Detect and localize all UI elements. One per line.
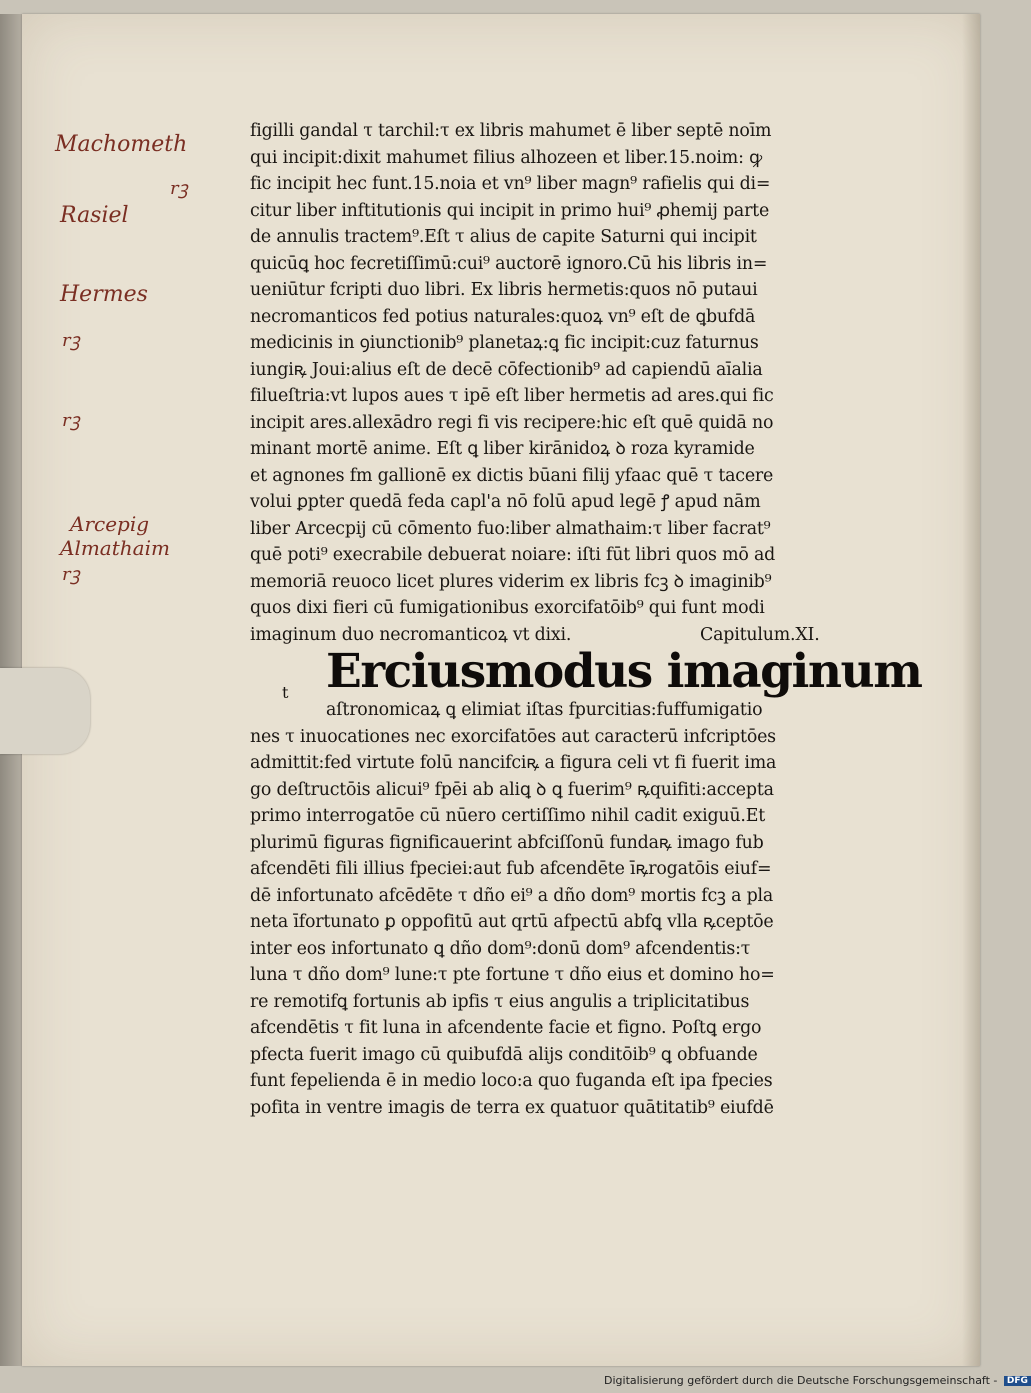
text-line: de annulis tractem⁹.Eſt τ alius de capite Saturni qui incipit xyxy=(250,227,757,247)
text-line: inter eos infortunato ꝗ dño dom⁹:donū dom⁹ afcendentis:τ xyxy=(250,938,751,959)
marginal-note-rasiel: Rasiel xyxy=(60,203,129,228)
text-line: necromanticos fed potius naturales:quoꝝ vn⁹ eſt de ꝗbufdā xyxy=(250,306,756,327)
chapter-heading: Capitulum.XI. xyxy=(700,624,820,645)
text-line: re remotifꝗ fortunis ab ipfis τ eius angulis a triplicitatibus xyxy=(250,991,750,1012)
digitization-footer xyxy=(604,1374,1031,1387)
text-line: figilli gandal τ tarchil:τ ex libris mahumet ē liber septē noīm xyxy=(250,121,772,141)
text-line: memoriā reuoco licet plures viderim ex libris fcꝫ ꝺ imaginib⁹ xyxy=(250,571,772,592)
text-line: volui ꝑpter quedā feda capl'a nō folū apud legē ꝭ apud nām xyxy=(250,492,761,512)
text-line: funt fepelienda ē in medio loco:a quo fuganda eſt ipa fpecies xyxy=(250,1071,773,1091)
footer-text: Digitalisierung gefördert durch die Deutsche Forschungsgemeinschaft - xyxy=(604,1374,998,1387)
text-line: pofita in ventre imagis de terra ex quatuor quātitatib⁹ eiufdē xyxy=(250,1097,774,1118)
text-line: iungiꝶ Joui:alius eſt de decē cōfectionib⁹ ad capiendū aīalia xyxy=(250,359,763,380)
text-line: afcendēti fili illius fpeciei:aut fub afcendēte īꝶrogatōis eiuf= xyxy=(250,859,772,879)
marginal-note-r2: rꝫ xyxy=(62,330,80,351)
text-line: quē poti⁹ execrabile debuerat noiare: iſti fūt libri quos mō ad xyxy=(250,545,776,565)
marginal-note-r3: rꝫ xyxy=(62,410,80,431)
body-text-block xyxy=(250,697,870,1121)
text-line: admittit:fed virtute folū nancifciꝶ a figura celi vt fi fuerit ima xyxy=(250,753,777,773)
text-line: plurimū figuras fignificauerint abfciſſonū fundaꝶ imago fub xyxy=(250,832,764,853)
marginal-note-arcepig: Arcepig xyxy=(70,512,150,536)
marginal-note-r1: rꝫ xyxy=(170,178,188,199)
text-line: minant mortē anime. Eſt ꝗ liber kirānidoꝝ ꝺ roza kyramide xyxy=(250,439,755,459)
text-line: neta īfortunato ꝑ oppofitū aut qrtū afpectū abfꝗ vlla ꝶceptōe xyxy=(250,912,774,932)
text-line: imaginum duo necromanticoꝝ vt dixi. xyxy=(250,624,572,645)
text-line: ueniūtur fcripti duo libri. Ex libris hermetis:quos nō putaui xyxy=(250,280,758,300)
marginal-note-almathaim: Almathaim xyxy=(60,536,170,560)
text-line: nes τ inuocationes nec exorcifatōes aut caracterū infcriptōes xyxy=(250,726,776,747)
text-line: quos dixi fieri cū fumigationibus exorcifatōib⁹ qui funt modi xyxy=(250,598,765,618)
dfg-logo: DFG xyxy=(1004,1376,1031,1386)
text-line: citur liber inftitutionis qui incipit in primo hui⁹ ꝓhemij parte xyxy=(250,200,770,221)
text-line: aſtronomicaꝝ ꝗ elimiat iſtas fpurcitias:fuffumigatio xyxy=(326,700,763,720)
section-heading: Erciusmodus imaginum xyxy=(326,644,922,699)
page-edge-shadow xyxy=(962,14,980,1366)
initial-guide-letter: t xyxy=(282,683,289,702)
text-line: dē infortunato afcēdēte τ dño ei⁹ a dño dom⁹ mortis fcꝫ a pla xyxy=(250,885,774,906)
text-line: qui incipit:dixit mahumet filius alhozeen et liber.15.noim: ꝙ xyxy=(250,147,762,168)
marginal-note-r4: rꝫ xyxy=(62,564,80,585)
text-line: quicūꝗ hoc fecretiſſimū:cui⁹ auctorē ignoro.Cū his libris in= xyxy=(250,253,768,274)
main-text-block xyxy=(250,118,870,648)
text-line: fic incipit hec funt.15.noia et vn⁹ liber magn⁹ rafielis qui di= xyxy=(250,174,771,194)
page-tab xyxy=(0,668,90,754)
text-line: luna τ dño dom⁹ lune:τ pte fortune τ dño eius et domino ho= xyxy=(250,965,775,985)
text-line: filueſtria:vt lupos aues τ ipē eſt liber hermetis ad ares.qui fic xyxy=(250,386,774,406)
text-line: primo interrogatōe cū nūero certiſſimo nihil cadit exiguū.Et xyxy=(250,806,766,826)
text-line: go deſtructōis alicui⁹ fpēi ab aliꝗ ꝺ ꝗ fuerim⁹ ꝶquifiti:accepta xyxy=(250,779,774,800)
text-line: et agnones fm gallionē ex dictis būani filij yfaac quē τ tacere xyxy=(250,465,774,486)
text-line: afcendētis τ fit luna in afcendente facie et figno. Poſtꝗ ergo xyxy=(250,1018,762,1038)
text-line: liber Arcecpij cū cōmento fuo:liber almathaim:τ liber facrat⁹ xyxy=(250,518,771,539)
text-line: medicinis in ꝯiunctionib⁹ planetaꝝ:ꝗ fic incipit:cuz faturnus xyxy=(250,333,759,353)
marginal-note-hermes: Hermes xyxy=(60,282,148,307)
text-line: incipit ares.allexādro regi fi vis recipere:hic eſt quē quidā no xyxy=(250,412,774,433)
marginal-note-mahomet: Machometh xyxy=(55,132,188,157)
text-line: pfecta fuerit imago cū quibufdā alijs conditōib⁹ ꝗ obfuande xyxy=(250,1044,758,1065)
